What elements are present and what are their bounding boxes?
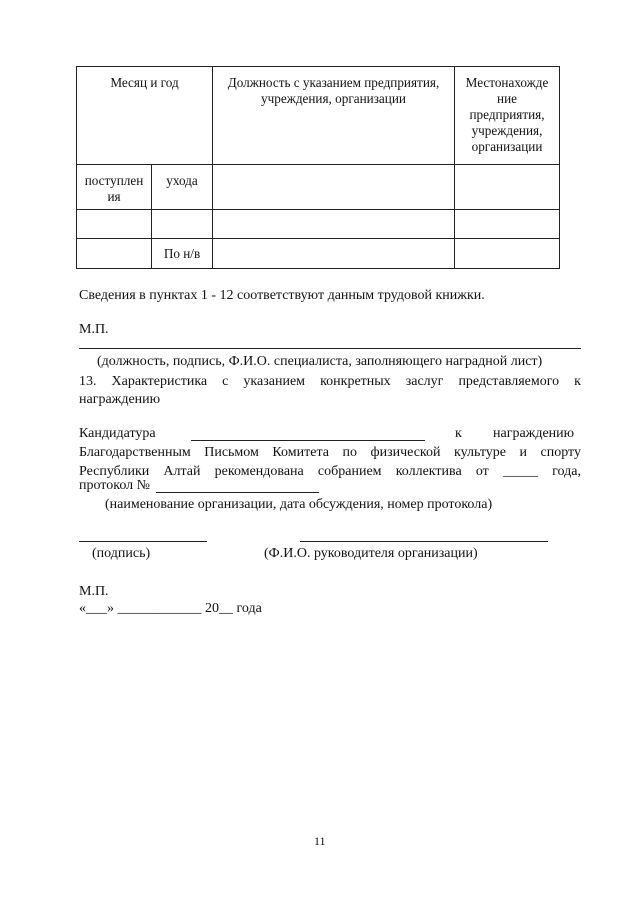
candidacy-word: Комитета <box>272 445 329 460</box>
date-line: «___» ____________ 20__ года <box>79 601 262 616</box>
item13-word: 13. <box>79 374 97 389</box>
candidacy-word: культуре <box>454 445 506 460</box>
candidacy-word: собранием <box>317 464 382 479</box>
signature-line <box>79 348 581 349</box>
candidacy-word: от <box>475 464 489 479</box>
table-cell <box>213 165 455 210</box>
candidacy-word: _____ <box>502 464 538 479</box>
item13-word: конкретных <box>320 374 391 389</box>
table-cell <box>213 210 455 239</box>
table-cell <box>213 239 455 269</box>
stamp-label: М.П. <box>79 584 109 599</box>
protocol-line <box>156 492 319 493</box>
candidacy-word: Республики <box>79 464 150 479</box>
protocol-caption: (наименование организации, дата обсуждения, номер протокола) <box>105 497 493 512</box>
candidacy-line2 <box>79 443 581 462</box>
table-header-row <box>77 67 560 165</box>
statement-text: Сведения в пунктах 1 - 12 соответствуют данным трудовой книжки. <box>79 288 485 303</box>
candidacy-word: спорту <box>540 445 581 460</box>
candidacy-award: награждению <box>493 426 575 441</box>
candidate-name-line <box>191 440 425 441</box>
table-cell <box>77 210 152 239</box>
table-cell <box>455 210 560 239</box>
item13-word: представляемого <box>458 374 560 389</box>
header-position: Должность с указанием предприятия, учреждения, организации <box>213 67 455 165</box>
item13-line2: награждению <box>79 392 161 407</box>
table-row <box>77 210 560 239</box>
table-row <box>77 239 560 269</box>
candidacy-word: по <box>342 445 357 460</box>
item13-word: к <box>574 374 581 389</box>
candidacy-k: к <box>455 426 462 441</box>
signature-caption: (должность, подпись, Ф.И.О. специалиста, заполняющего наградной лист) <box>97 354 543 369</box>
candidacy-word: Благодарственным <box>79 445 191 460</box>
header-location-line: Местонахожде <box>465 75 549 90</box>
item13-word: с <box>222 374 229 389</box>
candidacy-label: Кандидатура <box>79 426 156 441</box>
table-cell <box>152 210 213 239</box>
item13-word: заслуг <box>405 374 444 389</box>
header-location-line: ние <box>497 91 517 106</box>
header-location <box>455 67 560 165</box>
table-row <box>77 165 560 210</box>
head-name-line <box>300 541 548 542</box>
candidacy-word: и <box>519 445 528 460</box>
item13-line <box>79 372 581 391</box>
header-location-line: организации <box>471 139 543 154</box>
stamp-label: М.П. <box>79 322 109 337</box>
candidacy-word: Письмом <box>204 445 259 460</box>
candidacy-line3 <box>79 462 581 481</box>
header-location-line: предприятия, <box>469 107 545 122</box>
table-cell <box>455 239 560 269</box>
employment-table <box>76 66 560 269</box>
head-name-caption: (Ф.И.О. руководителя организации) <box>264 546 478 561</box>
candidacy-word: года, <box>552 464 581 479</box>
header-month-year: Месяц и год <box>77 67 213 165</box>
signature-line <box>79 541 207 542</box>
signature-caption: (подпись) <box>92 546 151 561</box>
table-cell <box>77 239 152 269</box>
subheader-exit: ухода <box>152 165 213 210</box>
candidacy-word: физической <box>370 445 441 460</box>
table-cell <box>455 165 560 210</box>
candidacy-word: Алтай <box>163 464 201 479</box>
current-job-cell: По н/в <box>152 239 213 269</box>
candidacy-word: коллектива <box>395 464 462 479</box>
item13-word: Характеристика <box>111 374 208 389</box>
header-location-line: учреждения, <box>471 123 543 138</box>
protocol-label: протокол № <box>79 478 150 493</box>
item13-word: указанием <box>243 374 306 389</box>
page-number: 11 <box>314 834 326 848</box>
candidacy-word: рекомендована <box>214 464 304 479</box>
subheader-entry: поступлен ия <box>77 165 152 210</box>
